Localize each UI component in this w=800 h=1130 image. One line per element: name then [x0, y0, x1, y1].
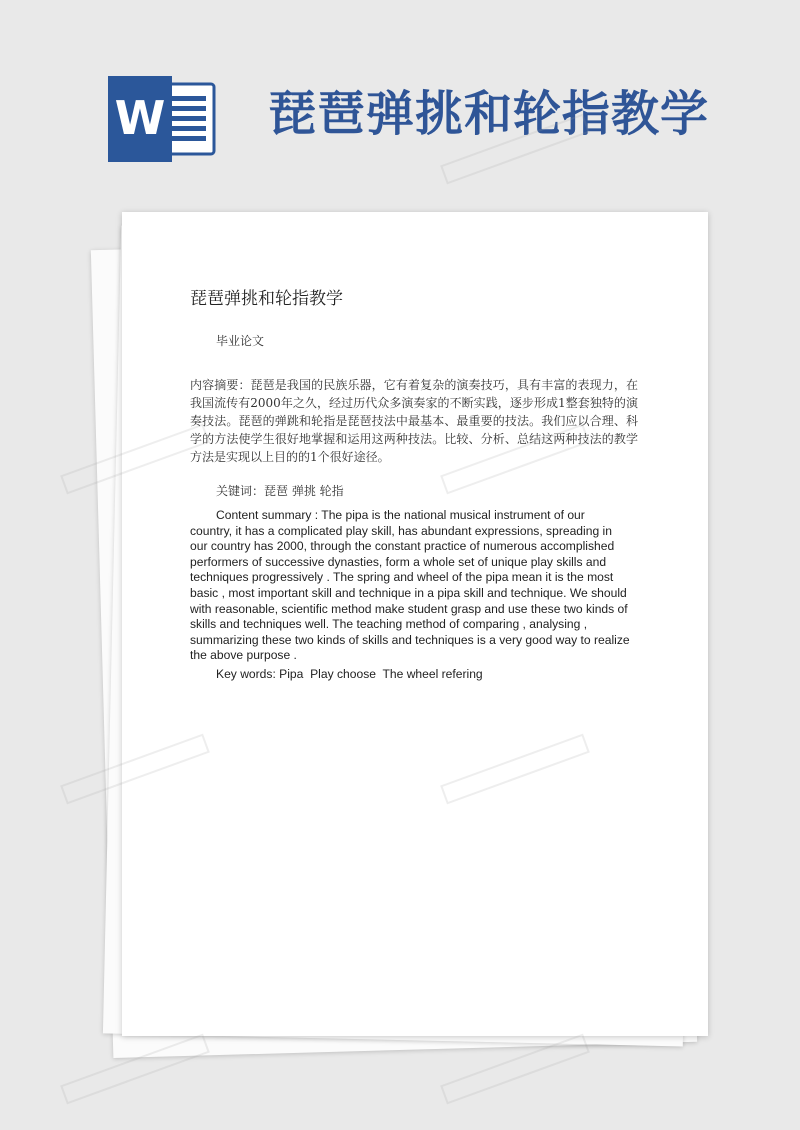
- chinese-abstract: 内容摘要：琵琶是我国的民族乐器，它有着复杂的演奏技巧，具有丰富的表现力，在我国流传有2000年之久，经过历代众多演奏家的不断实践，逐步形成1整套独特的演奏技法。琵琶的弹跳和轮指是琵琶技法中最基本、最重要的技法。我们应以合理、科学的方法使学生很好地掌握和运用这两种技法。比较、分析、总结这两种技法的教学方法是实现以上目的的1个很好途径。: [190, 378, 638, 464]
- word-logo-letter: W: [114, 91, 166, 145]
- document-page: [122, 212, 708, 1036]
- thesis-type-label: 毕业论文: [216, 334, 265, 348]
- english-keywords: Key words: Pipa Play choose The wheel refering: [216, 667, 483, 681]
- chinese-keywords: 关键词：琵琶 弹挑 轮指: [216, 484, 344, 498]
- word-document-icon: [108, 76, 216, 162]
- page-title: 琵琶弹挑和轮指教学: [190, 289, 343, 309]
- document-heading: 琵琶弹挑和轮指教学: [268, 86, 710, 142]
- english-abstract: Content summary : The pipa is the national musical instrument of our country, it has a complicated play skill, has abundant expressions, spreading in our country has 2000, through the constant practice of numerous accomplished performers of successive dynasties, form a whole set of unique play skills and techniques progressively . The spring and wheel of the pipa mean it is the most basic , most important skill and technique in a pipa skill and technique. We should with reasonable, scientific method make student grasp and use these two kinds of skills and techniques well. The teaching method of comparing , analysing , summarizing these two kinds of skills and techniques is a very good way to realize the above purpose .: [190, 508, 630, 663]
